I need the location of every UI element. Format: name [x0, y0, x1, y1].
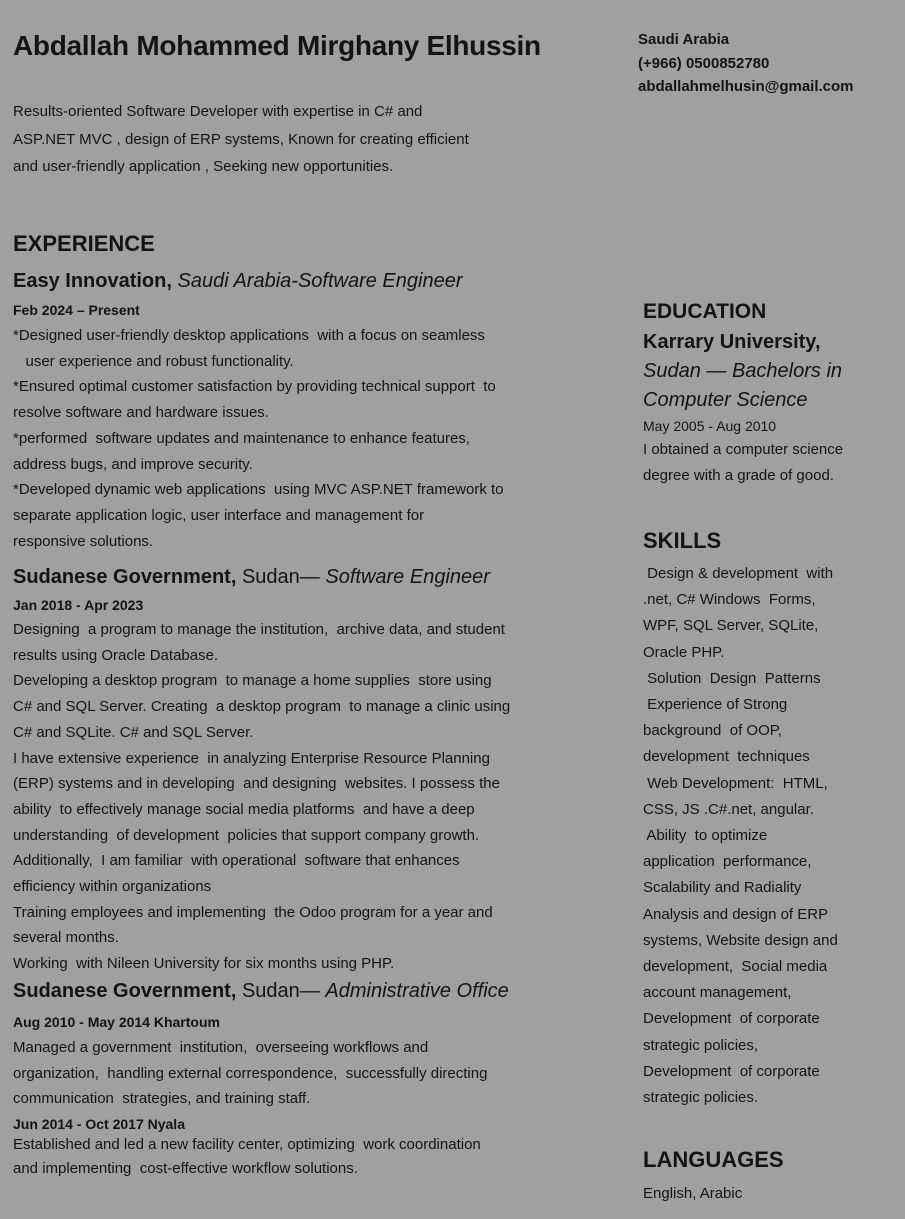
skill-line: Design & development with: [643, 565, 834, 582]
skill-line: Development of corporate: [643, 1010, 820, 1028]
job-description-line: efficiency within organizations: [13, 878, 212, 896]
skill-line: Solution Design Patterns: [643, 669, 821, 687]
job-description-line: C# and SQL Server. Creating a desktop program to manage a clinic using: [13, 698, 511, 716]
job-date: Aug 2010 - May 2014 Khartoum: [13, 1014, 220, 1030]
skill-line: Ability to optimize: [643, 827, 768, 845]
experience-heading: EXPERIENCE: [13, 231, 155, 256]
job-date-2: Jun 2014 - Oct 2017 Nyala: [13, 1116, 185, 1132]
job-description-line: *Designed user-friendly desktop applications with a focus on seamless: [13, 327, 485, 344]
job-description-line: *performed software updates and maintenance to enhance features,: [13, 429, 470, 447]
job-description-line: Additionally, I am familiar with operational software that enhances: [13, 852, 460, 870]
job-description-line: (ERP) systems and in developing and designing websites. I possess the: [13, 775, 500, 793]
contact-email: abdallahmelhusin@gmail.com: [638, 78, 854, 95]
job-description-line: Designing a program to manage the institution, archive data, and student: [13, 621, 505, 638]
job-description-line: address bugs, and improve security.: [13, 455, 253, 473]
job-description-line: and implementing cost-effective workflow solutions.: [13, 1160, 358, 1177]
job-role: Administrative Office: [325, 980, 509, 1002]
job-description-line: Developing a desktop program to manage a home supplies store using: [13, 672, 492, 690]
job-description-line: *Ensured optimal customer satisfaction by providing technical support to: [13, 378, 496, 396]
job-description-line: ability to effectively manage social media platforms and have a deep: [13, 800, 475, 818]
education-school: Karrary University,: [643, 331, 821, 353]
skill-line: application performance,: [643, 853, 812, 871]
job-description-line: several months.: [13, 929, 119, 947]
skill-line: strategic policies,: [643, 1036, 759, 1054]
skill-line: Web Development: HTML,: [643, 774, 828, 792]
skill-line: development techniques: [643, 748, 810, 766]
job-heading: [13, 980, 509, 1003]
contact-location: Saudi Arabia: [638, 31, 730, 48]
skill-line: account management,: [643, 984, 792, 1002]
job-description: [13, 323, 504, 554]
job-role: Software Engineer: [325, 566, 490, 588]
job-description-line: *Developed dynamic web applications using MVC ASP.NET framework to: [13, 481, 504, 499]
job-description-line: Established and led a new facility center, optimizing work coordination: [13, 1136, 481, 1153]
languages-value: English, Arabic: [643, 1185, 743, 1202]
skill-line: background of OOP,: [643, 722, 782, 740]
job-company: Sudanese Government,: [13, 980, 237, 1002]
education-degree: Sudan — Bachelors in: [643, 360, 843, 382]
job-role: Saudi Arabia-Software Engineer: [177, 270, 463, 292]
job-description: [13, 1035, 487, 1112]
education-note: I obtained a computer science: [643, 441, 844, 458]
skill-line: strategic policies.: [643, 1089, 759, 1107]
job-description-line: Working with Nileen University for six months using PHP.: [13, 955, 395, 973]
job-description-2: [13, 1133, 481, 1181]
job-description-line: organization, handling external correspondence, successfully directing: [13, 1064, 488, 1082]
job-description-line: resolve software and hardware issues.: [13, 404, 269, 422]
skill-line: Experience of Strong: [643, 696, 788, 714]
education-note: degree with a grade of good.: [643, 467, 834, 485]
job-location: Sudan—: [241, 566, 320, 588]
job-date: Feb 2024 – Present: [13, 302, 140, 318]
contact-phone: (+966) 0500852780: [638, 54, 770, 72]
skill-line: Analysis and design of ERP: [643, 905, 829, 923]
job-description-line: communication strategies, and training staff.: [13, 1090, 311, 1108]
education-heading: EDUCATION: [643, 300, 767, 323]
skill-line: WPF, SQL Server, SQLite,: [643, 617, 819, 635]
job-date: Jan 2018 - Apr 2023: [13, 597, 144, 613]
summary: [13, 98, 469, 181]
contact-info: [638, 28, 854, 99]
education-degree: Computer Science: [643, 389, 808, 411]
job-company: Easy Innovation,: [13, 270, 172, 292]
job-description-line: understanding of development policies that support company growth.: [13, 826, 480, 844]
skills-list: [643, 561, 838, 1111]
job-location: Sudan—: [241, 980, 320, 1002]
job-description-line: Managed a government institution, overseeing workflows and: [13, 1039, 429, 1056]
job-description-line: user experience and robust functionality.: [13, 352, 294, 370]
job-description-line: C# and SQLite. C# and SQL Server.: [13, 723, 254, 741]
summary-line: ASP.NET MVC , design of ERP systems, Known for creating efficient: [13, 130, 469, 148]
skill-line: development, Social media: [643, 958, 828, 976]
skill-line: CSS, JS .C#.net, angular.: [643, 800, 814, 818]
summary-line: and user-friendly application , Seeking new opportunities.: [13, 158, 394, 175]
job-company: Sudanese Government,: [13, 566, 237, 588]
job-description-line: results using Oracle Database.: [13, 646, 219, 664]
job-description-line: separate application logic, user interface and management for: [13, 506, 425, 524]
languages-heading: LANGUAGES: [643, 1147, 784, 1172]
job-heading: [13, 270, 462, 293]
skill-line: .net, C# Windows Forms,: [643, 591, 816, 609]
job-description-line: I have extensive experience in analyzing Enterprise Resource Planning: [13, 749, 490, 767]
education-entry: [643, 328, 843, 489]
skill-line: Oracle PHP.: [643, 643, 725, 661]
skill-line: Development of corporate: [643, 1062, 820, 1080]
candidate-name: Abdallah Mohammed Mirghany Elhussin: [13, 30, 541, 61]
skill-line: Scalability and Radiality: [643, 879, 802, 897]
skill-line: systems, Website design and: [643, 931, 838, 949]
job-description-line: Training employees and implementing the Odoo program for a year and: [13, 903, 493, 921]
job-heading: [13, 566, 490, 589]
education-date: May 2005 - Aug 2010: [643, 418, 777, 434]
job-description: [13, 617, 510, 977]
job-description-line: responsive solutions.: [13, 532, 154, 550]
skills-heading: SKILLS: [643, 528, 722, 553]
summary-line: Results-oriented Software Developer with expertise in C# and: [13, 103, 423, 120]
